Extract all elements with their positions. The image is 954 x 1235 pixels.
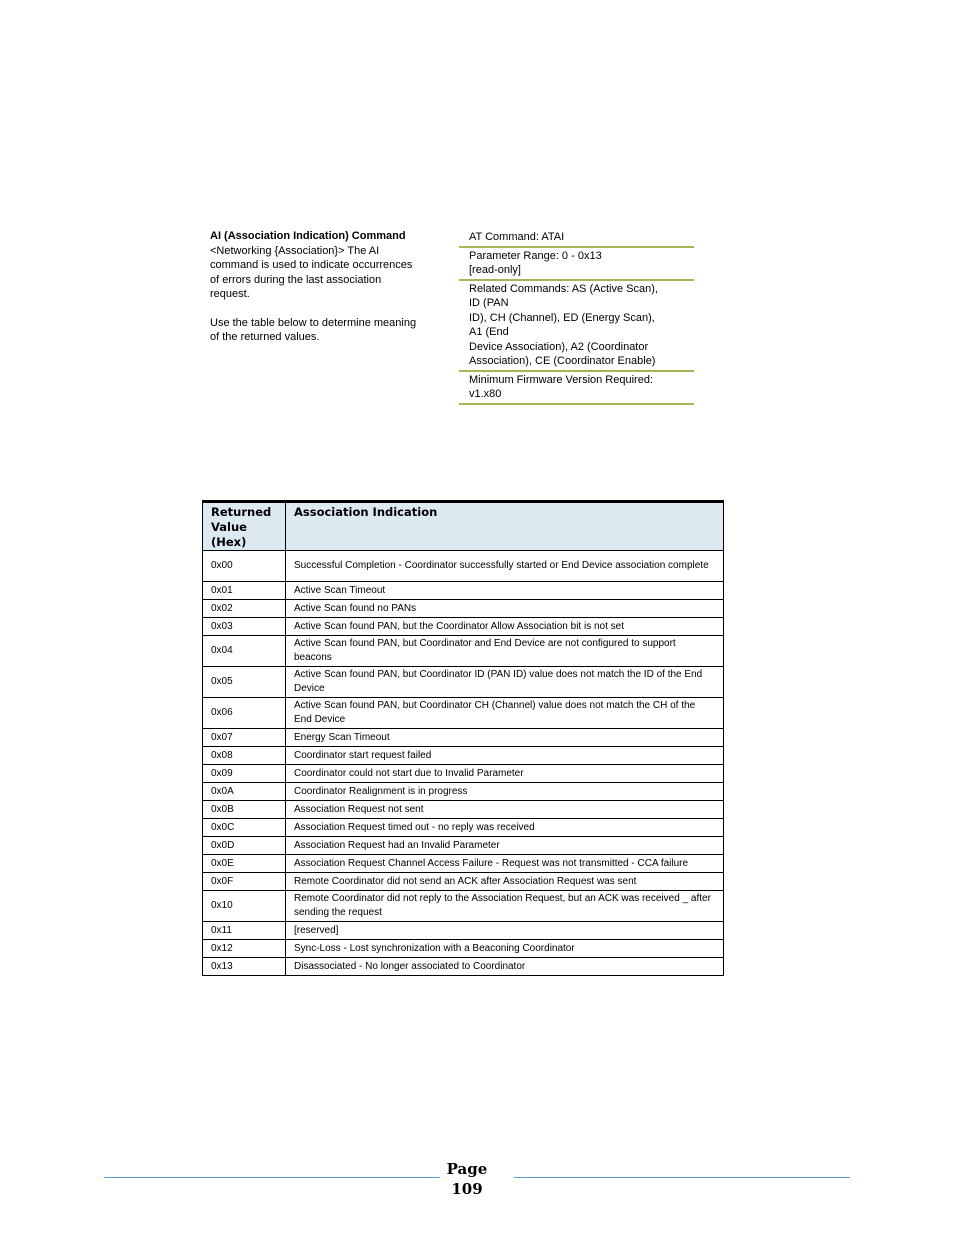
indication-cell: Association Request Channel Access Failure - Request was not transmitted - CCA failure [286, 855, 724, 873]
indication-cell: Association Request not sent [286, 801, 724, 819]
table-row [203, 873, 724, 891]
returned-value-cell: 0x08 [203, 747, 286, 765]
table-row [203, 940, 724, 958]
indication-cell: Successful Completion - Coordinator successfully started or End Device association complete [286, 551, 724, 582]
indication-cell: Active Scan found PAN, but the Coordinator Allow Association bit is not set [286, 618, 724, 636]
firmware-cell [459, 372, 694, 405]
returned-value-cell: 0x05 [203, 667, 286, 698]
returned-value-cell: 0x00 [203, 551, 286, 582]
returned-value-cell: 0x0F [203, 873, 286, 891]
command-title: AI (Association Indication) Command [210, 230, 406, 242]
table-row [203, 636, 724, 667]
indication-cell: Active Scan Timeout [286, 582, 724, 600]
returned-value-cell: 0x0C [203, 819, 286, 837]
description-line: <Networking {Association}> The AI [210, 244, 380, 257]
page-number-value: 109 [451, 1180, 483, 1198]
table-row [203, 783, 724, 801]
related-commands-text: Association), CE (Coordinator Enable) [469, 355, 656, 367]
description-line: request. [210, 288, 250, 300]
table-row [203, 600, 724, 618]
indication-cell: Coordinator start request failed [286, 747, 724, 765]
indication-cell: Active Scan found PAN, but Coordinator ID (PAN ID) value does not match the ID of the End Device [286, 667, 724, 698]
table-row [203, 922, 724, 940]
footer-rule-right [514, 1177, 850, 1178]
returned-value-cell: 0x0E [203, 855, 286, 873]
returned-value-cell: 0x01 [203, 582, 286, 600]
indication-cell: Association Request had an Invalid Parameter [286, 837, 724, 855]
table-row [203, 618, 724, 636]
page-label: Page [446, 1160, 488, 1178]
related-commands-text: A1 (End [469, 326, 509, 338]
returned-value-cell: 0x0B [203, 801, 286, 819]
table-row [203, 837, 724, 855]
table-body [203, 551, 724, 976]
paragraph-gap [210, 302, 450, 316]
returned-value-cell: 0x11 [203, 922, 286, 940]
table-row [203, 667, 724, 698]
table-row [203, 582, 724, 600]
parameter-range-text: [read-only] [469, 264, 521, 276]
indication-cell: Remote Coordinator did not send an ACK after Association Request was sent [286, 873, 724, 891]
returned-value-cell: 0x02 [203, 600, 286, 618]
returned-value-cell: 0x09 [203, 765, 286, 783]
table-row [203, 958, 724, 976]
returned-value-cell: 0x0A [203, 783, 286, 801]
at-command-cell [459, 230, 694, 248]
returned-value-cell: 0x06 [203, 698, 286, 729]
indication-cell: Association Request timed out - no reply was received [286, 819, 724, 837]
indication-cell: Active Scan found no PANs [286, 600, 724, 618]
command-description [210, 229, 450, 345]
related-commands-text: Related Commands: AS (Active Scan), [469, 282, 658, 295]
table-row [203, 891, 724, 922]
returned-value-cell: 0x12 [203, 940, 286, 958]
returned-value-cell: 0x04 [203, 636, 286, 667]
table-row [203, 819, 724, 837]
indication-cell: Remote Coordinator did not reply to the Association Request, but an ACK was received _ after sending the request [286, 891, 724, 922]
returned-value-cell: 0x0D [203, 837, 286, 855]
header-returned-value: Returned Value (Hex) [203, 502, 286, 551]
table-row [203, 698, 724, 729]
indication-cell: [reserved] [286, 922, 724, 940]
indication-cell: Active Scan found PAN, but Coordinator CH (Channel) value does not match the CH of the End Device [286, 698, 724, 729]
description-line: of errors during the last association [210, 273, 382, 286]
table-row [203, 729, 724, 747]
returned-value-cell: 0x10 [203, 891, 286, 922]
returned-value-cell: 0x13 [203, 958, 286, 976]
header-association-indication: Association Indication [286, 502, 724, 551]
indication-cell: Disassociated - No longer associated to Coordinator [286, 958, 724, 976]
related-commands-text: ID (PAN [469, 297, 509, 309]
firmware-text: v1.x80 [469, 388, 502, 400]
related-commands-cell [459, 281, 694, 372]
usage-line: of the returned values. [210, 331, 320, 343]
table-row [203, 801, 724, 819]
parameter-range-cell [459, 248, 694, 281]
table-row [203, 855, 724, 873]
returned-value-cell: 0x07 [203, 729, 286, 747]
page-number [440, 1159, 494, 1199]
footer-rule-left [104, 1177, 440, 1178]
table-row [203, 551, 724, 582]
indication-cell: Coordinator could not start due to Invalid Parameter [286, 765, 724, 783]
returned-value-cell: 0x03 [203, 618, 286, 636]
related-commands-text: Device Association), A2 (Coordinator [469, 340, 649, 353]
command-info-box [459, 230, 694, 405]
description-line: command is used to indicate occurrences [210, 259, 413, 271]
indication-cell: Sync-Loss - Lost synchronization with a Beaconing Coordinator [286, 940, 724, 958]
table-row [203, 765, 724, 783]
association-indication-table [202, 500, 724, 976]
firmware-text: Minimum Firmware Version Required: [469, 373, 653, 386]
indication-cell: Coordinator Realignment is in progress [286, 783, 724, 801]
at-command-text: AT Command: ATAI [469, 231, 565, 243]
related-commands-text: ID), CH (Channel), ED (Energy Scan), [469, 311, 655, 324]
indication-cell: Active Scan found PAN, but Coordinator and End Device are not configured to support beacons [286, 636, 724, 667]
table-header-row [203, 502, 724, 551]
parameter-range-text: Parameter Range: 0 - 0x13 [469, 249, 602, 262]
usage-line: Use the table below to determine meaning [210, 316, 417, 329]
table-row [203, 747, 724, 765]
indication-cell: Energy Scan Timeout [286, 729, 724, 747]
